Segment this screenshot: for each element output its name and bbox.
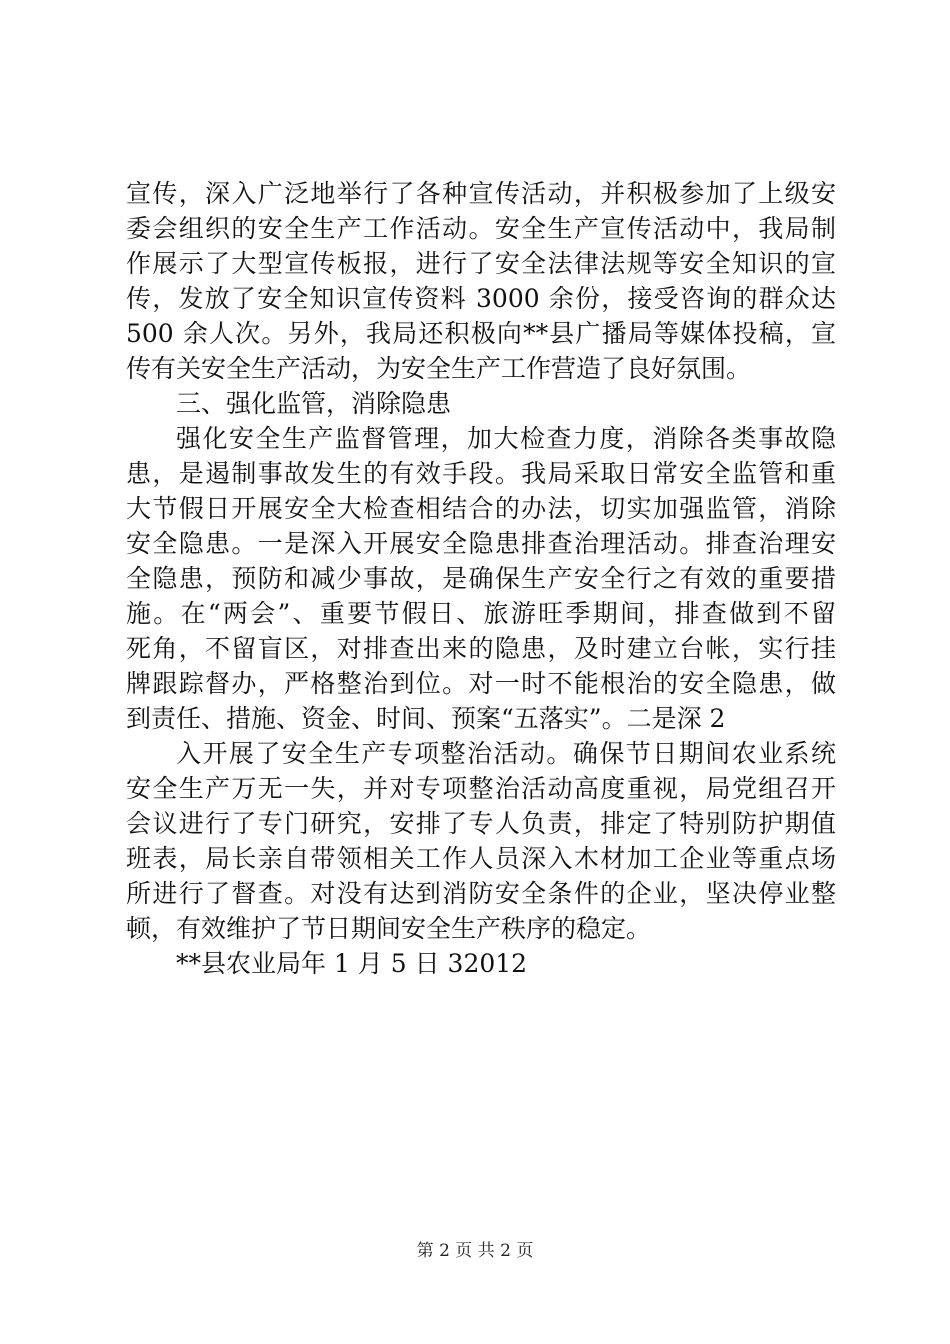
body-line: 会议进行了专门研究，安排了专人负责，排定了特别防护期值: [126, 809, 836, 838]
body-line: 班表，局长亲自带领相关工作人员深入木材加工企业等重点场: [126, 844, 836, 873]
section-heading: 三、强化监管，消除隐患: [176, 389, 452, 418]
body-line: 全隐患，预防和减少事故，是确保生产安全行之有效的重要措: [126, 564, 836, 593]
body-line: 作展示了大型宣传板报，进行了安全法律法规等安全知识的宣: [126, 249, 836, 278]
body-line: 大节假日开展安全大检查相结合的办法，切实加强监管，消除: [126, 494, 836, 523]
body-line: 安全生产万无一失，并对专项整治活动高度重视，局党组召开: [126, 774, 836, 803]
body-line: 死角，不留盲区，对排查出来的隐患，及时建立台帐，实行挂: [126, 634, 836, 663]
body-line: 顿，有效维护了节日期间安全生产秩序的稳定。: [126, 914, 652, 943]
body-line: 委会组织的安全生产工作活动。安全生产宣传活动中，我局制: [126, 214, 836, 243]
body-line: 施。在“两会”、重要节假日、旅游旺季期间，排查做到不留: [126, 599, 836, 628]
body-line: 入开展了安全生产专项整治活动。确保节日期间农业系统: [176, 739, 836, 768]
body-line: 牌跟踪督办，严格整治到位。对一时不能根治的安全隐患，做: [126, 669, 836, 698]
page-number-footer: 第 2 页 共 2 页: [416, 1241, 534, 1261]
signature-line: **县农业局年 1 月 5 日 32012: [176, 949, 528, 978]
body-line: 500 余人次。另外，我局还积极向**县广播局等媒体投稿，宣: [126, 319, 836, 348]
body-line: 传有关安全生产活动，为安全生产工作营造了良好氛围。: [126, 354, 752, 383]
body-line: 安全隐患。一是深入开展安全隐患排查治理活动。排查治理安: [126, 529, 836, 558]
document-body: [126, 176, 836, 981]
body-line: 所进行了督查。对没有达到消防安全条件的企业，坚决停业整: [126, 879, 836, 908]
body-line: 传，发放了安全知识宣传资料 3000 余份，接受咨询的群众达: [126, 284, 836, 313]
body-line: 宣传，深入广泛地举行了各种宣传活动，并积极参加了上级安: [126, 179, 836, 208]
body-line: 患，是遏制事故发生的有效手段。我局采取日常安全监管和重: [126, 459, 836, 488]
body-line: 强化安全生产监督管理，加大检查力度，消除各类事故隐: [176, 424, 836, 453]
body-line: 到责任、措施、资金、时间、预案“五落实”。二是深 2: [126, 704, 726, 733]
